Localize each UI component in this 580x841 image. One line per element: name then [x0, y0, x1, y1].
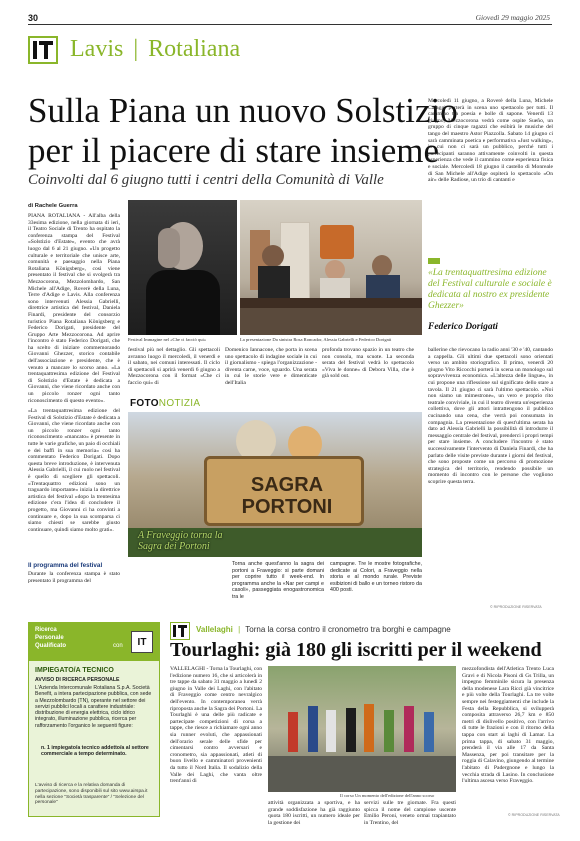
article-column-1: PIANA ROTALIANA - All'alba della 33esima edizione, nella giornata di ieri, il Teatro Sociale di Trento ha ospitato la conferenza stampa del Festival «Solstizio d'Estate», evento che avrà luogo dal 6 al 21 giugno. «Un progetto culturale e territoriale che unisce arte, comunità e paesaggio nella Piana Rotaliana Königsberg», così viene presentato il festival che si svolgerà tra Mezzocorona, Mezzolombardo, San Michele all'Adige, Roverè della Luna, Terre d'Adige e Lavis. Alla conferenza sono intervenuti Alessia Gabrielli, direttrice artistica del festival, Daniela Finardi, presidente del consorzio turistico Piana Rotaliana Königsberg e Federico Dorigati, presidente del Gruppo Arte Mezzocorona. Ad aprire l'incontro è stato Federico Dorigati, che ha scelto di iniziare commemorando Giovanni Ghezzer, storico contabile dell'associazione e presidente, che è venuto a mancare lo scorso anno. «La trentaquattresima edizione del Festival di Solstizio d'Estate è dedicata a Giovanni, che viene ricordato anche con un piccolo ronzer ogni tanto riconoscimento di questo evento». — [28, 213, 120, 404]
sagra-sign-text: SAGRA PORTONI — [241, 474, 333, 518]
article2-headline: Tourlaghi: già 180 gli iscritti per il weekend — [170, 639, 542, 661]
program-subhead: Il programma del festival — [28, 562, 103, 569]
photo-runners-caption: Il corso Un momento dell'edizione dell'anno scorso — [340, 793, 435, 798]
section-right: Rotaliana — [148, 36, 241, 62]
header-rule — [28, 24, 552, 25]
right-column-bottom-text: ballerine che rievocano la radio anni '30 e '40, cantando a cappella. Gli ultimi due spettacoli sono orientati verso un ambito storiografico. Il primo, venerdì 20 giugno Vito Ricocchi porterà in scena un monologo sul sopravvivenza economica. «L'altezza delle lingue», in cui propone una riflessione sul significato dello stare a tavola. Il 21 giugno ci sarà l'ultimo spettacolo. «Noi non siamo un mimestrone», un vero e proprio rito teatrale conviviale, in cui il teatro diventa un'esperienza collettiva, dove gli attori intrattengono il pubblico cucinando una cena, che verrà poi consumata in compagnia. La presentazione di quest'ultima serata ha dato ad Alessia Gabrielli la possibilità di introdurre il messaggio centrale del festival, prenderci i propri tempi per stare insieme. A concludere l'incontro è stato successivamente l'intervento di Daniela Finardi, che ha parlato delle visite previste durante i giorni del festival, che sono proposte come un percorso di promozione strategica del territorio, rendendo possibile un momento di incontro con le persone che vogliono scoprire questa terra. — [428, 347, 553, 485]
fotonotizia-label — [130, 398, 200, 409]
fotonotizia-col-2: campagne. Tre le mostre fotografiche, dedicate ai Colori, a Fraveggio nella storia e al mondo rurale. Previste esibizioni di ballo e un torneo ristoro da 400 posti. — [330, 561, 422, 594]
article2-logo — [170, 622, 190, 640]
ad-subtitle: AVVISO DI RICERCA PERSONALE — [35, 677, 120, 683]
section-divider: | — [133, 36, 139, 62]
mid-column-2: Domenico Iannacone, che porta in scena uno spettacolo di indagine sociale in cui il giornalismo - spiega l'organizzazione - diventa carne, voce, sguardo. Una serata in cui le storie vere e dimenticate dell'Italia — [225, 347, 317, 386]
ad-bullet: n. 1 impiegato/a tecnico addetto/a al settore commerciale a tempo determinato. — [41, 745, 149, 758]
page-number: 30 — [28, 13, 39, 23]
ad-body: L'Azienda Intercomunale Rotaliana S.p.A. Società Benefit, a intera partecipazione pubblica, con sede a Mezzolombardo (TN), operante nel settore dei servizi pubblici locali a carattere industriale: distribuzione di energia elettrica, ciclo idrico integrato, illuminazione pubblica, ricerca per rafforzamento l'organico le seguenti figure: — [35, 685, 152, 729]
ad-footer: L'avviso di ricerca e la relativa domanda di partecipazione, sono disponibili sul sito www.airspa.it nella sezione "Società trasparente" / "Selezione del personale" — [35, 783, 148, 806]
job-ad — [28, 622, 160, 817]
article2-col-1: VALLELAGHI - Torna la Tourlaghi, con l'edizione numero 16, che si articolerà in tre tappe da sabato 31 maggio a lunedì 2 giugno in Valle dei Laghi, con l'abitato di Fraveggio come centro nevralgico dell'evento. In contemporanea verrà riproposta anche la Sagra dei Portoni. La Tourlaghi è una delle più radicate e partecipate competizioni di corsa a tappe, che riesce a richiamare ogni anno sia runner evoluti, che appassionati dell'orario serale delle sfide per cimentarsi contro avversari e cronometro, sia appassionati, atleti di buon livello e camminatori provenienti da tutto il Nord Italia. Il sodalizio della Valle dei Laghi, che vanta oltre trent'anni di — [170, 666, 262, 785]
article-column-2-after: Durante la conferenza stampa è stato presentato il programma del — [28, 571, 120, 584]
headline-line-1: Sulla Piana un nuovo Solstizio — [28, 91, 458, 130]
fotonotizia-label-a: FOTO — [130, 398, 159, 409]
quote-marker — [428, 258, 440, 264]
fotonotizia-label-b: NOTIZIA — [158, 398, 201, 409]
ad-top-con: con — [113, 643, 123, 649]
quote-author: Federico Dorigati — [428, 322, 498, 332]
article2-kicker-place: Vallelaghi — [196, 625, 233, 634]
ad-top-banner — [29, 623, 159, 661]
article2-credit: © RIPRODUZIONE RISERVATA — [508, 813, 560, 817]
photo-iannacone-caption: Festival Immagine nel «Che ci facciò qui» — [128, 337, 207, 342]
pull-quote: «La trentaquattresima edizione del Festival culturale e sociale è dedicata al nostro ex presidente Ghezzer» — [428, 268, 552, 311]
article2-kicker-rest: Torna la corsa contro il cronometro tra borghi e campagne — [245, 625, 451, 634]
ad-top-line-3: Qualificato — [35, 643, 67, 649]
headline-line-2: per il piacere di stare insieme — [28, 131, 440, 170]
fotonotizia-credit: © RIPRODUZIONE RISERVATA — [490, 605, 542, 609]
section-left: Lavis — [70, 36, 124, 62]
photo-iannacone — [128, 200, 237, 335]
article2-kicker: Vallelaghi | Torna la corsa contro il cronometro tra borghi e campagne — [196, 625, 451, 634]
mid-column-1: festival più nel dettaglio. Gli spettacoli avranno luogo il mercoledì, il venerdì e il sabato, nei comuni interessati. Il ciclo di spettacoli si aprirà venerdì 6 giugno a Mezzocorona con il format «Che ci faccio qui» di — [128, 347, 220, 386]
article2-col-2: attività organizzata a sportiva, e ha grande soddisfazione ha già raggiunto quota 180 iscritti, un numero ideale per la gestione dei — [268, 800, 360, 826]
ad-top-line-1: Ricerca — [35, 627, 57, 633]
article2-col-4: mezzofondista dell'Atletica Trento Luca Gravi e di Nicola Pisoni di Gs Trilla, un impegno femminile sicura la presenza della modenese Lara Ricci già vincitrice e più volte della Tourlaghi. La tre volte sempre nei festeggiamenti che include la Festa della Repubblica, si svilupperà composita attraverso 26,7 km e 850 metri di dislivello positivo, con l'arrivo di tutte le frazioni e con il ritorno della tappa con start ai laghi di Lamar. La prima tappa, di sabato 31 maggio, prenderà il via alle 17 da Santa Massenza, per poi transitare per la roggia di Calavino, giungendo al termine l'abitato di Padergnone e lungo la vecchia strada di Lasino. In conclusione l'ultima ascesa verso Fraveggio. — [462, 666, 554, 785]
ad-title: IMPIEGATO/A TECNICO — [35, 667, 114, 674]
ad-logo: IT — [131, 631, 153, 653]
fotonotizia-col-1: Torna anche quest'anno la sagra dei portoni a Fraveggio: si parte domani per coprire tutto il week-end. In programma anche la «Nar per campi e casoli», passeggiata enogastronomica tra le — [232, 561, 324, 600]
article-column-2: «La trentaquattresima edizione del Festival di Solstizio d'Estate è dedicata a Giovanni, che viene ricordato anche con un piccolo ronzer ogni tanto riconoscimento «mancato» è presente in tutte le varie grafiche, un paio di occhiali e dei baffi in sua memoria» così ha commentato Federico Dorigati. Dopo questa breve introduzione, è intervenuta Alessia Gabrielli, il cui ruolo nel festival è quello di scegliere gli spettacoli. «Trentaquattro edizioni sono un traguardo importante» inizia la direttrice artistica del festival «dopo la trentesima edizione c'era l'idea di concludere il progetto, ma Giovanni ci ha convinti a continuare e, dopo la sua scomparsa ci siamo chiesti se sarebbe giusto continuare, quindi siamo molto grati». — [28, 408, 120, 533]
photo-presentation — [240, 200, 422, 335]
byline: di Rachele Guerra — [28, 203, 78, 209]
newspaper-logo — [28, 36, 58, 64]
section-title — [70, 36, 240, 63]
photo-presentation-caption: La presentazione Da sinistra Rosa Roncador, Alessia Gabrielli e Federico Dorigati — [240, 337, 392, 342]
ad-top-line-2: Personale — [35, 635, 64, 641]
article2-col-3: servizi sulle tre giornate. Fra questi spicca il nome del campione uscente Emilio Peroni, veneto ormai trapiantato in Trentino, del — [364, 800, 456, 826]
photo-runners — [268, 666, 456, 792]
right-column-top-text: Mercoledì 11 giugno, a Roverè della Luna, Michele Cafaggi porterà in scena uno spettacolo per tutti. Il cammino tra poesia e bolle di sapone. Venerdì 13 giugno, Mezzocorona vedrà come ospite Sueño, un gruppo di cinque ragazzi che esibirà le musiche del tango del maestro Astor Piazzolla. Sabato 14 giugno ci sarà camminata poetica e performativa «Just walking», in cui non ci sarà un pubblico, perché tutti i partecipanti saranno attivamente coinvolti in questa esperienza che vede il cammino come esperienza fisica e sociale. Mercoledì 18 giugno il castello di Monreale di San Michele all'Adige ospiterà lo spettacolo «On air» delle Radiose, un trio di cantanti e — [428, 98, 553, 184]
subheadline: Coinvolti dal 6 giugno tutti i centri della Comunità di Valle — [28, 172, 384, 188]
mid-column-3: profonda trovano spazio in un teatro che non consola, ma scuote. La seconda serata del festival vedrà lo spettacolo «Viva le donne» di Debora Villa, che è già sold out. — [322, 347, 414, 380]
fotonotizia-overlay: A Fraveggio torna la Sagra dei Portoni — [138, 530, 223, 552]
page-date: Giovedì 29 maggio 2025 — [475, 13, 550, 22]
